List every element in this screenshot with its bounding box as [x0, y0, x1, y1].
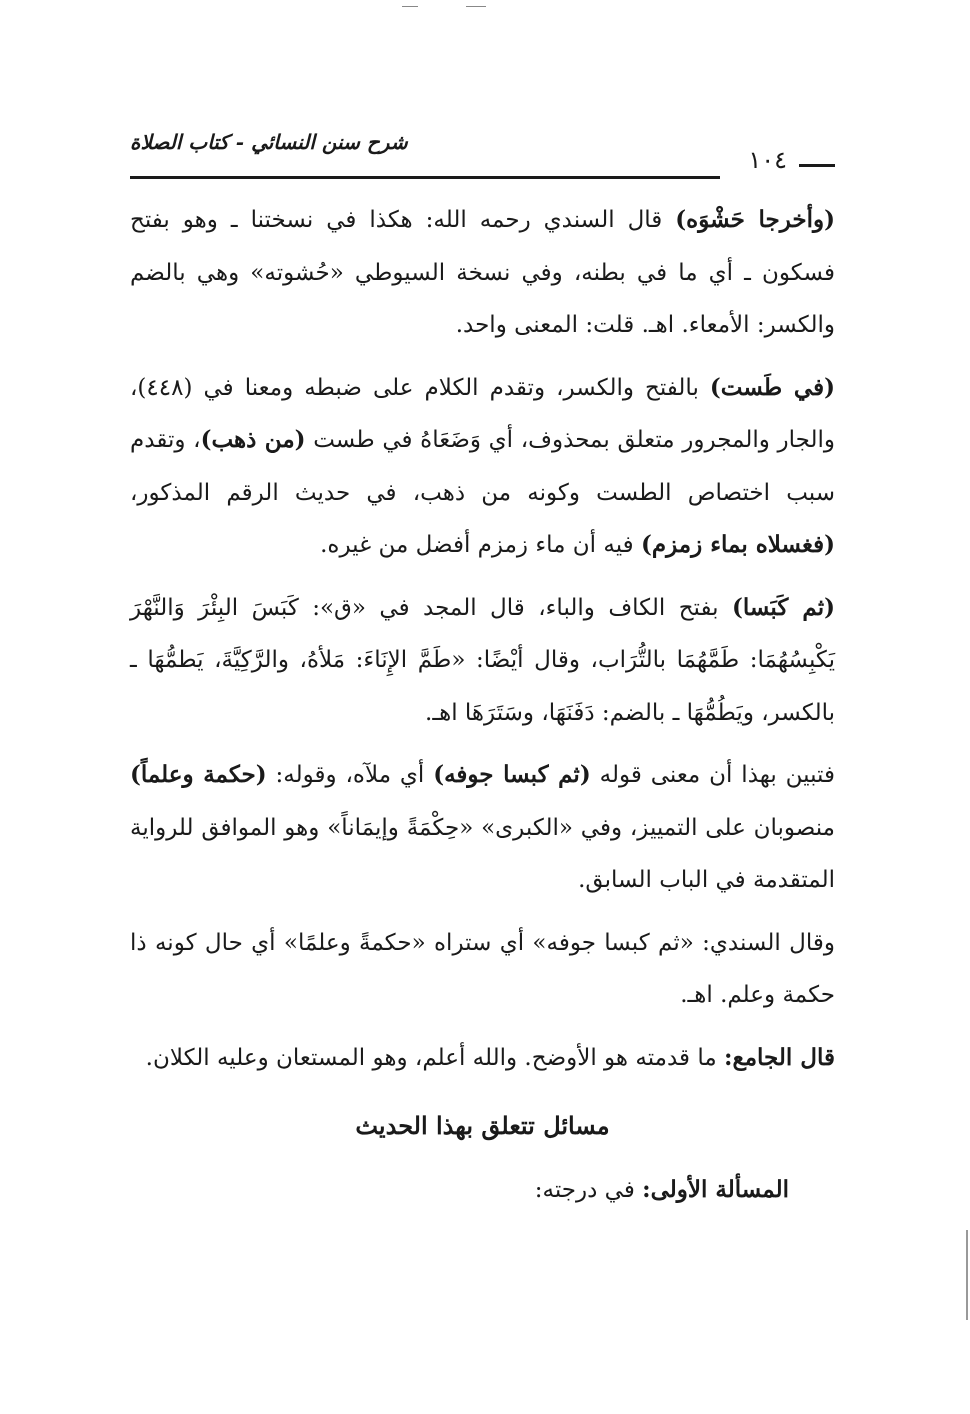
lemma-min-dhahab: (من ذهب): [200, 426, 306, 453]
page-number-rule: [799, 164, 835, 167]
lemma-zamzam: (فغسلاه بماء زمزم): [640, 531, 835, 558]
page-number: ١٠٤: [748, 146, 787, 174]
paragraph-tast: [130, 362, 835, 572]
commentary-text: أي ملآه، وقوله:: [266, 762, 434, 788]
lemma-kabasa: (ثم كَبَسا): [731, 593, 835, 621]
running-head-rule: [130, 176, 720, 179]
running-head-title: شرح سنن النسائي - كتاب الصلاة: [130, 130, 408, 154]
first-issue-text: في درجته:: [534, 1177, 643, 1203]
first-issue-label: المسألة الأولى:: [642, 1176, 789, 1203]
paragraph-kabasa: [130, 582, 835, 740]
commentary-text: ، وتقدم سبب اختصاص الطست وكونه من ذهب، في حديث الرقم المذكور،: [130, 427, 835, 506]
first-issue: [130, 1164, 835, 1216]
scan-mark-top-right: [466, 6, 486, 7]
lemma-kabasa-jawfahu: (ثم كبسا جوفه): [433, 761, 591, 788]
commentary-text: بفتح الكاف والباء، قال المجد في «ق»: كَبَسَ البِئْرَ وَالنَّهْرَ يَكْبِسُهُمَا: طَمَّهُمَا بالتُّرَاب، وقال أيْضًا: «طَمَّ الإِنَاءَ: مَلأهُ، والرَّكِيَّةَ، يَطمُّهَا ـ بالكسر، ويَطُمُّهَا ـ بالضم: دَفَنَهَا، وسَتَرَهَا اهـ.: [130, 594, 835, 726]
book-page: [130, 120, 835, 1216]
scan-mark-top-left: [402, 6, 418, 7]
body-text: [130, 194, 835, 1216]
lemma-hashwah: (وأخرجا حَشْوَه): [675, 206, 836, 233]
commentary-text: فتبين بهذا أن معنى قوله: [590, 762, 835, 788]
commentary-text: ما قدمته هو الأوضح. والله أعلم، وهو المستعان وعليه الكلان.: [145, 1044, 724, 1071]
paragraph-jami: [130, 1032, 835, 1085]
commentary-text: بالفتح والكسر، وتقدم الكلام على ضبطه ومعنا في (٤٤٨)، والجار والمجرور متعلق بمحذوف، أي وَضَعَاهُ في طست: [130, 374, 835, 453]
running-head: [130, 120, 835, 182]
commentary-text: منصوبان على التمييز، وفي «الكبرى» «حِكْمَةً وإيمَاناً» وهو الموافق للرواية المتقدمة في الباب السابق.: [130, 814, 835, 893]
commentary-text: قال السندي رحمه الله: هكذا في نسختنا ـ وهو بفتح فسكون ـ أي ما في بطنه، وفي نسخة السيوطي «حُشوته» وهي بالضم والكسر: الأمعاء. اهـ. قلت: المعنى واحد.: [130, 207, 835, 338]
paragraph-meaning: [130, 749, 835, 907]
lemma-hikmah-ilm: (حكمة وعلماً): [130, 761, 267, 788]
commentary-text: وقال السندي: «ثم كبسا جوفه» أي ستراه «حكمةً وعلمًا» أي حال كونه ذا حكمة وعلم. اهـ.: [130, 929, 835, 1008]
section-heading: مسائل تتعلق بهذا الحديث: [355, 1111, 610, 1140]
paragraph-hashwah: [130, 194, 835, 352]
scan-edge-mark: [966, 1230, 968, 1320]
lemma-qala-al-jami: قال الجامع:: [723, 1043, 835, 1071]
commentary-text: فيه أن ماء زمزم أفضل من غيره.: [320, 532, 641, 558]
paragraph-sindi: [130, 917, 835, 1022]
lemma-tast: (في طَست): [709, 373, 835, 401]
